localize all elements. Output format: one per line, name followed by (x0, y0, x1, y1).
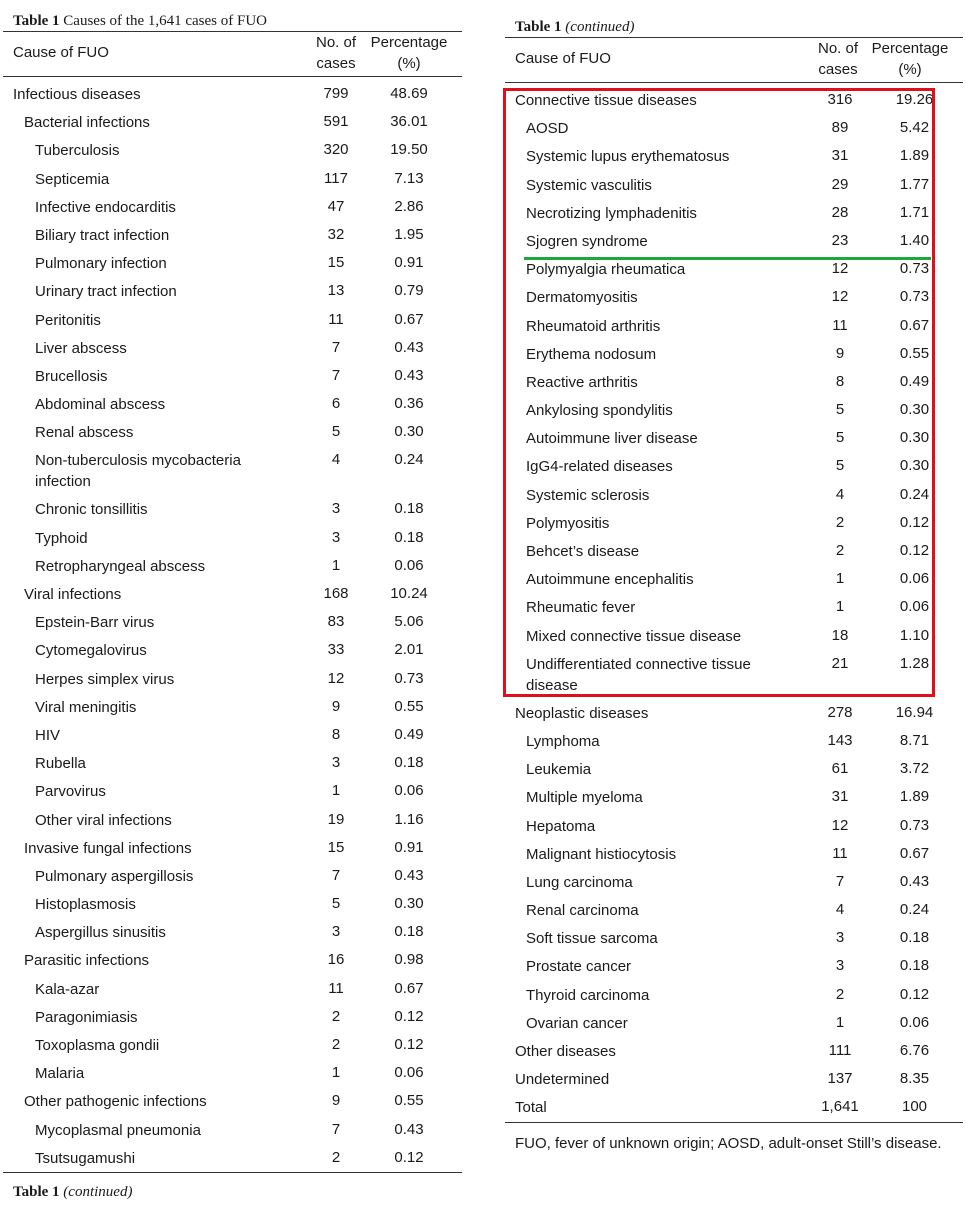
cell-cases: 5 (835, 429, 845, 447)
cell-cases: 1 (835, 570, 845, 588)
cell-percentage: 0.30 (899, 401, 930, 419)
header-percentage: Percentage (%) (871, 40, 949, 78)
cell-cause: Sjogren syndrome (526, 232, 648, 250)
table-caption-continued-right: Table 1 (continued) (515, 19, 635, 35)
cell-percentage: 0.18 (899, 929, 930, 947)
cell-cause: Peritonitis (35, 311, 101, 329)
cell-cause: Malignant histiocytosis (526, 845, 677, 863)
cell-percentage: 0.67 (899, 844, 930, 862)
cell-cause: Multiple myeloma (526, 789, 643, 807)
cell-cause: Soft tissue sarcoma (526, 930, 658, 948)
table-row (3, 552, 462, 580)
cell-percentage: 1.71 (899, 203, 930, 221)
table-row (3, 975, 462, 1003)
cell-cases: 33 (327, 641, 345, 659)
table-row (3, 136, 462, 164)
table-row (3, 806, 462, 834)
cell-cause: Erythema nodosum (526, 345, 657, 363)
cell-percentage: 100 (901, 1098, 928, 1116)
cell-cases: 2 (331, 1148, 341, 1166)
cell-percentage: 0.18 (394, 923, 424, 941)
cell-cause: Polymyositis (526, 514, 610, 532)
table-row (505, 952, 963, 980)
cell-percentage: 8.35 (899, 1070, 930, 1088)
cell-cases: 111 (828, 1042, 852, 1059)
cell-cause: Hepatoma (526, 817, 596, 835)
table-row (505, 1009, 963, 1037)
cell-cause: Abdominal abscess (35, 396, 166, 414)
cell-cases: 2 (835, 513, 845, 531)
cell-cases: 23 (831, 231, 849, 249)
cell-cause: Ankylosing spondylitis (526, 402, 673, 420)
cell-cause: Connective tissue diseases (515, 92, 697, 109)
cell-percentage: 0.67 (394, 310, 424, 328)
cell-percentage: 1.77 (899, 175, 930, 193)
cell-cause: Autoimmune liver disease (526, 430, 698, 448)
cell-percentage: 1.28 (899, 654, 930, 672)
cell-cases: 5 (331, 423, 341, 441)
table-row (3, 834, 462, 862)
table-row (3, 80, 462, 108)
cell-cases: 5 (835, 457, 845, 475)
cell-percentage: 19.26 (895, 91, 934, 108)
table-row (3, 306, 462, 334)
cell-cause: Undifferentiated connective tissue disease (526, 655, 751, 694)
cell-cases: 1,641 (821, 1098, 859, 1116)
table-caption (3, 11, 462, 31)
cell-cause: Mixed connective tissue disease (526, 627, 742, 645)
table-row (505, 783, 963, 811)
cell-cases: 591 (323, 113, 349, 131)
table-row (505, 840, 963, 868)
cell-cause: Reactive arthritis (526, 373, 638, 391)
cell-cause: Renal abscess (35, 424, 134, 442)
cell-cases: 2 (331, 1036, 341, 1053)
cell-cases: 3 (331, 528, 341, 546)
cell-cause: Pulmonary infection (35, 255, 167, 273)
cell-percentage: 0.36 (394, 395, 424, 413)
cell-percentage: 0.73 (394, 669, 424, 687)
cell-cases: 5 (331, 895, 341, 913)
cell-cause: Septicemia (35, 170, 110, 188)
cell-percentage: 1.10 (899, 626, 930, 644)
cell-percentage: 1.16 (394, 810, 424, 828)
cell-cause: Lymphoma (526, 732, 600, 750)
cell-percentage: 0.73 (899, 260, 930, 278)
cell-cases: 11 (328, 310, 344, 328)
cell-cause: Viral meningitis (35, 698, 137, 716)
cell-percentage: 0.55 (394, 1092, 424, 1110)
table-row (3, 918, 462, 946)
cell-cases: 799 (323, 85, 349, 102)
cell-cases: 12 (831, 288, 849, 306)
cell-percentage: 1.89 (899, 788, 930, 806)
cell-percentage: 0.06 (394, 556, 424, 574)
table-row (505, 981, 963, 1009)
cell-cases: 11 (328, 979, 344, 997)
cell-percentage: 0.12 (899, 985, 930, 1003)
cell-cause: Dermatomyositis (526, 289, 638, 307)
table-row (3, 1031, 462, 1059)
cell-cause: Histoplasmosis (35, 896, 136, 914)
table-row (3, 749, 462, 777)
caption-label: Table 1 (13, 13, 60, 29)
cell-cases: 278 (827, 703, 853, 721)
cell-cases: 8 (331, 725, 341, 743)
cell-cases: 32 (327, 225, 345, 243)
cell-cause: Other diseases (515, 1043, 616, 1060)
table-caption-continued: Table 1 (continued) (13, 1183, 133, 1200)
cell-cause: Rheumatic fever (526, 599, 636, 617)
table-row (3, 495, 462, 523)
table-row (3, 418, 462, 446)
table-row (3, 946, 462, 974)
table-row (3, 693, 462, 721)
cell-cases: 7 (835, 872, 845, 890)
cell-percentage: 0.67 (899, 316, 930, 334)
cell-cases: 31 (831, 147, 849, 165)
cell-cause: Renal carcinoma (526, 902, 639, 920)
cell-cause: Typhoid (35, 529, 88, 547)
cell-cases: 11 (832, 316, 848, 334)
cell-percentage: 0.18 (394, 754, 424, 772)
cell-percentage: 1.40 (899, 231, 930, 249)
table-row (3, 608, 462, 636)
table-row (3, 665, 462, 693)
cell-cases: 61 (831, 760, 849, 778)
cell-cause: Liver abscess (35, 339, 127, 357)
cell-percentage: 0.30 (394, 423, 424, 441)
cell-cases: 7 (331, 1120, 341, 1138)
cell-percentage: 1.95 (394, 225, 424, 243)
table-row (505, 755, 963, 783)
table-row (3, 524, 462, 552)
cell-cause: Prostate cancer (526, 958, 632, 976)
cell-cases: 5 (835, 401, 845, 419)
cell-cause: Behcet’s disease (526, 543, 640, 560)
cell-percentage: 0.12 (899, 513, 930, 531)
cell-cause: Ovarian cancer (526, 1014, 628, 1032)
table-row (505, 812, 963, 840)
table-row (3, 221, 462, 249)
cell-cases: 2 (835, 542, 845, 559)
cell-percentage: 0.24 (899, 485, 930, 503)
cell-cause: Cytomegalovirus (35, 642, 147, 660)
cell-cases: 320 (323, 141, 349, 159)
cell-cases: 1 (835, 598, 845, 616)
table-row (3, 165, 462, 193)
table-footnote: FUO, fever of unknown origin; AOSD, adult-onset Still’s disease. (515, 1134, 942, 1152)
cell-cause: Kala-azar (35, 980, 100, 998)
cell-percentage: 0.91 (394, 254, 424, 272)
cell-percentage: 0.98 (394, 951, 424, 969)
cell-percentage: 0.43 (394, 338, 424, 356)
cell-cases: 9 (835, 344, 845, 362)
table-row (3, 362, 462, 390)
cell-cases: 9 (331, 1092, 341, 1110)
cell-cases: 4 (835, 485, 845, 503)
table-row (3, 1087, 462, 1115)
cell-cause: Viral infections (24, 586, 122, 603)
cell-percentage: 0.18 (899, 957, 930, 975)
cell-cases: 83 (327, 613, 345, 631)
cell-cause: Lung carcinoma (526, 873, 633, 891)
cell-cases: 168 (323, 585, 349, 602)
cell-percentage: 7.13 (394, 169, 424, 187)
cell-cases: 15 (327, 838, 345, 856)
cell-percentage: 0.12 (899, 542, 930, 559)
table-left (3, 0, 462, 1202)
cell-cases: 28 (831, 203, 849, 221)
table-row (3, 108, 462, 136)
cell-cases: 12 (327, 669, 345, 687)
cell-cause: Neoplastic diseases (515, 704, 649, 722)
cell-cases: 4 (331, 451, 341, 469)
cell-cases: 47 (327, 197, 345, 215)
cell-cause: AOSD (526, 120, 569, 138)
cell-cause: Rheumatoid arthritis (526, 317, 661, 335)
cell-cause: Brucellosis (35, 367, 108, 385)
cell-percentage: 48.69 (390, 85, 428, 102)
cell-cause: Necrotizing lymphadenitis (526, 204, 697, 222)
cell-percentage: 0.55 (899, 344, 930, 362)
cell-cases: 31 (831, 788, 849, 806)
cell-percentage: 0.43 (394, 366, 424, 384)
cell-percentage: 16.94 (895, 703, 934, 721)
cell-cause: Parvovirus (35, 783, 106, 801)
cell-cause: Invasive fungal infections (24, 839, 192, 857)
cell-cases: 1 (835, 1013, 845, 1031)
table-row (3, 390, 462, 418)
cell-cause: Systemic sclerosis (526, 486, 650, 504)
table-body (3, 77, 462, 1172)
table-row (3, 1059, 462, 1087)
cell-cause: IgG4-related diseases (526, 458, 673, 476)
cell-cases: 3 (835, 957, 845, 975)
cell-percentage: 0.18 (394, 528, 424, 546)
cell-percentage: 0.06 (899, 1013, 930, 1031)
cell-cause: Leukemia (526, 761, 592, 779)
cell-cause: Malaria (35, 1065, 85, 1083)
cell-cause: Aspergillus sinusitis (35, 924, 166, 942)
cell-cause: Infective endocarditis (35, 198, 176, 216)
cell-cases: 3 (331, 754, 341, 772)
table-row (3, 890, 462, 918)
cell-percentage: 0.49 (394, 725, 424, 743)
table-header (3, 32, 462, 74)
cell-cases: 29 (831, 175, 849, 193)
cell-cause: Retropharyngeal abscess (35, 557, 206, 575)
table-row (505, 699, 963, 727)
cell-percentage: 0.30 (899, 457, 930, 475)
cell-cases: 4 (835, 901, 845, 919)
header-cases: No. of cases (315, 34, 357, 72)
cell-percentage: 0.91 (394, 838, 424, 856)
cell-cause: Parasitic infections (24, 952, 150, 970)
table-row (505, 924, 963, 952)
cell-cause: Undetermined (515, 1071, 610, 1089)
cell-percentage: 0.06 (394, 782, 424, 800)
cell-cases: 3 (331, 923, 341, 941)
table-row (505, 868, 963, 896)
table-header (505, 38, 963, 80)
cell-percentage: 0.49 (899, 372, 930, 390)
table-row (3, 636, 462, 664)
cell-cases: 2 (835, 985, 845, 1003)
cell-cases: 7 (331, 866, 341, 884)
cell-cause: Mycoplasmal pneumonia (35, 1121, 201, 1139)
cell-percentage: 0.12 (394, 1036, 424, 1053)
cell-cause: Thyroid carcinoma (526, 986, 650, 1004)
table-row (3, 334, 462, 362)
cell-percentage: 2.01 (394, 641, 424, 659)
cell-cases: 117 (324, 169, 348, 187)
cell-cases: 1 (331, 1064, 341, 1082)
cell-percentage: 0.06 (899, 570, 930, 588)
caption-title: Causes of the 1,641 cases of FUO (63, 13, 268, 29)
cell-cases: 8 (835, 372, 845, 390)
cell-percentage: 0.73 (899, 816, 930, 834)
table-row (505, 1093, 963, 1121)
table-row (505, 896, 963, 924)
cell-percentage: 8.71 (899, 731, 930, 749)
table-row (505, 1037, 963, 1065)
cell-percentage: 0.55 (394, 697, 424, 715)
table-row (3, 446, 462, 495)
cell-cases: 6 (331, 395, 341, 413)
cell-cause: Epstein-Barr virus (35, 614, 155, 632)
cell-cases: 12 (831, 260, 849, 278)
cell-cause: Rubella (35, 755, 86, 773)
header-cause: Cause of FUO (13, 44, 109, 61)
table-row (3, 777, 462, 805)
table-row (505, 727, 963, 755)
cell-cases: 15 (327, 254, 345, 272)
table-row (505, 1065, 963, 1093)
table-row (3, 277, 462, 305)
cell-cases: 7 (331, 366, 341, 384)
cell-cases: 9 (331, 697, 341, 715)
cell-percentage: 10.24 (390, 585, 428, 602)
cell-cause: Systemic lupus erythematosus (526, 148, 730, 166)
cell-cases: 143 (827, 731, 853, 749)
table-row (3, 862, 462, 890)
cell-cause: Herpes simplex virus (35, 670, 175, 688)
cell-percentage: 3.72 (899, 760, 930, 778)
table-row (3, 193, 462, 221)
table-row (3, 580, 462, 608)
table-row (3, 1003, 462, 1031)
cell-cause: Polymyalgia rheumatica (526, 261, 686, 279)
cell-cause: HIV (35, 726, 61, 744)
cell-cause: Pulmonary aspergillosis (35, 867, 194, 885)
cell-cases: 7 (331, 338, 341, 356)
cell-cause: Non-tuberculosis mycobacteria infection (35, 452, 241, 491)
table-row (3, 721, 462, 749)
cell-cases: 19 (327, 810, 345, 828)
cell-cases: 1 (331, 782, 341, 800)
cell-cause: Bacterial infections (24, 114, 150, 132)
cell-percentage: 0.43 (899, 872, 930, 890)
cell-percentage: 0.43 (394, 866, 424, 884)
cell-percentage: 0.06 (899, 598, 930, 616)
cell-percentage: 19.50 (390, 141, 428, 159)
header-percentage: Percentage (%) (370, 34, 448, 72)
cell-percentage: 0.24 (394, 451, 424, 469)
cell-percentage: 0.79 (394, 282, 424, 300)
cell-cases: 3 (331, 500, 341, 518)
cell-cause: Other viral infections (35, 811, 172, 829)
cell-percentage: 0.06 (394, 1064, 424, 1082)
cell-cause: Biliary tract infection (35, 226, 170, 244)
header-cases: No. of cases (817, 40, 859, 78)
cell-cases: 3 (835, 929, 845, 947)
cell-percentage: 0.12 (394, 1148, 424, 1166)
cell-percentage: 0.73 (899, 288, 930, 306)
cell-cause: Chronic tonsillitis (35, 501, 148, 519)
cell-cause: Total (515, 1099, 547, 1117)
table-row (3, 1144, 462, 1172)
cell-cases: 12 (831, 816, 849, 834)
cell-cases: 2 (331, 1007, 341, 1025)
cell-cause: Systemic vasculitis (526, 176, 652, 194)
table-row (3, 1116, 462, 1144)
header-cause: Cause of FUO (515, 50, 611, 67)
cell-percentage: 0.67 (394, 979, 424, 997)
cell-cases: 21 (831, 654, 849, 672)
cell-percentage: 5.06 (394, 613, 424, 631)
cell-cases: 1 (331, 556, 341, 574)
cell-percentage: 36.01 (390, 113, 428, 131)
cell-cause: Paragonimiasis (35, 1008, 138, 1026)
cell-cases: 18 (831, 626, 849, 644)
cell-cause: Toxoplasma gondii (35, 1037, 160, 1054)
cell-cause: Tsutsugamushi (35, 1149, 136, 1167)
cell-percentage: 2.86 (394, 197, 424, 215)
cell-percentage: 5.42 (899, 119, 930, 137)
cell-percentage: 0.30 (394, 895, 424, 913)
table-row (3, 249, 462, 277)
cell-cause: Urinary tract infection (35, 283, 177, 301)
cell-cause: Infectious diseases (13, 86, 141, 103)
green-underline (524, 257, 931, 260)
cell-cases: 11 (832, 844, 848, 862)
cell-percentage: 0.24 (899, 901, 930, 919)
red-highlight-box (503, 88, 935, 697)
cell-cases: 137 (827, 1070, 853, 1088)
cell-percentage: 6.76 (899, 1042, 930, 1059)
cell-cause: Tuberculosis (35, 142, 120, 160)
cell-percentage: 0.43 (394, 1120, 424, 1138)
cell-percentage: 1.89 (899, 147, 930, 165)
cell-cases: 316 (827, 91, 853, 108)
cell-cases: 13 (327, 282, 345, 300)
cell-cases: 89 (831, 119, 849, 137)
cell-cases: 16 (327, 951, 345, 969)
cell-cause: Autoimmune encephalitis (526, 571, 694, 589)
cell-percentage: 0.12 (394, 1007, 424, 1025)
cell-cause: Other pathogenic infections (24, 1093, 207, 1111)
cell-percentage: 0.30 (899, 429, 930, 447)
cell-percentage: 0.18 (394, 500, 424, 518)
